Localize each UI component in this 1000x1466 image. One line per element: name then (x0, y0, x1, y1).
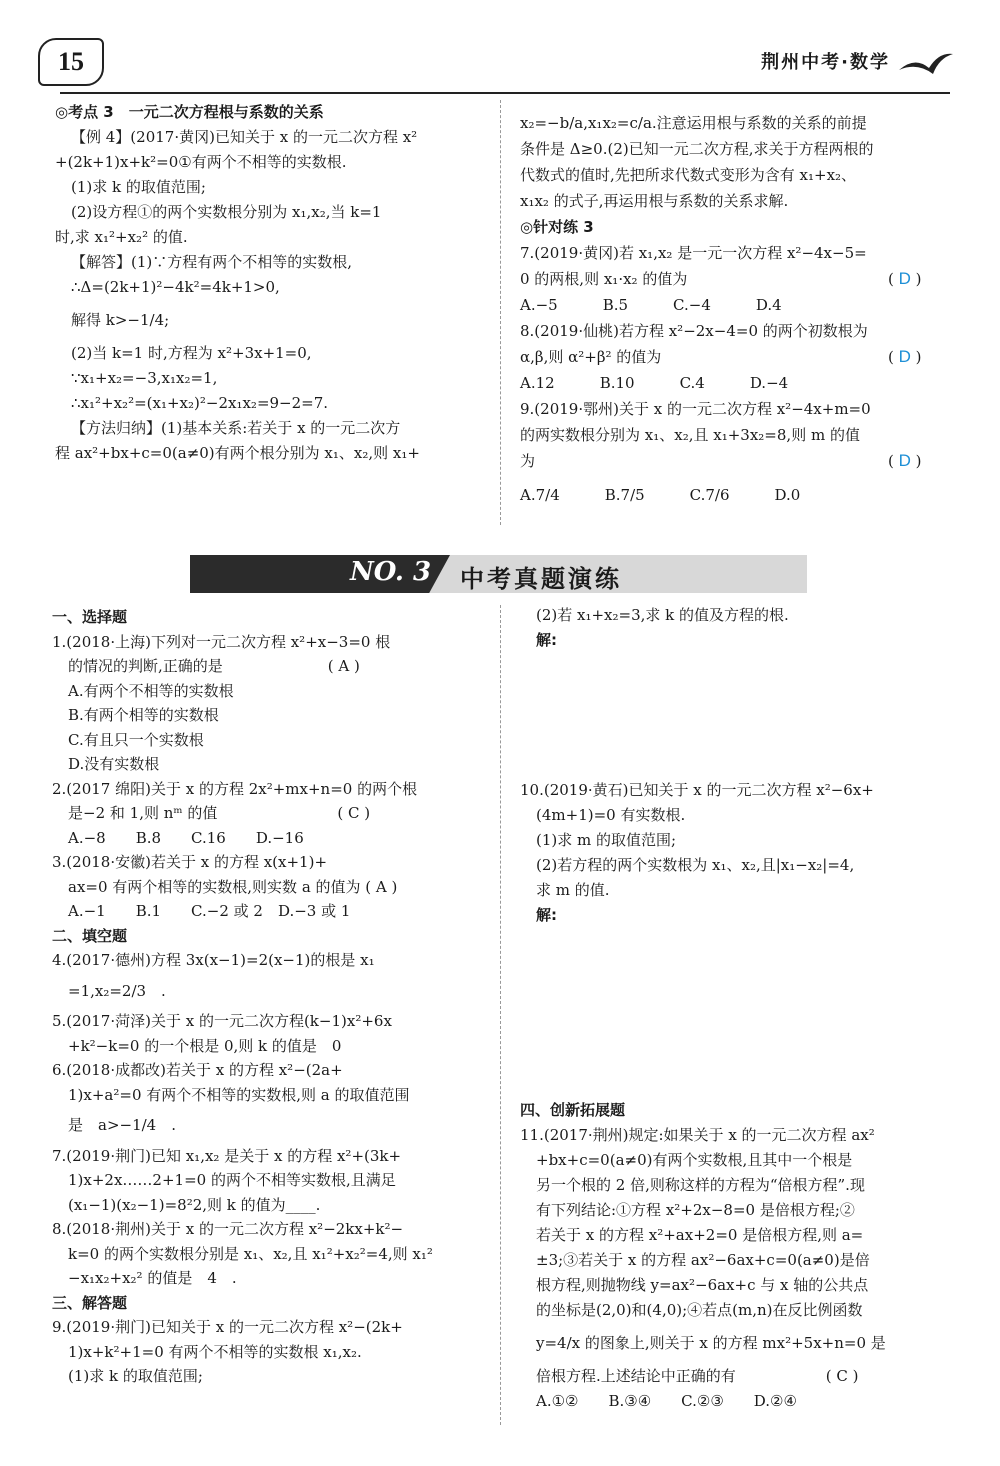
option: C.有且只一个实数根 (68, 730, 204, 749)
text-line: +bx+c=0(a≠0)有两个实数根,且其中一个根是 (536, 1151, 853, 1169)
text-line: 若关于 x 的方程 x²+ax+2=0 是倍根方程,则 a= (536, 1226, 864, 1244)
section-heading: ◎考点 3 一元二次方程根与系数的关系 (55, 103, 324, 121)
text-line: 的两实数根分别为 x₁、x₂,且 x₁+3x₂=8,则 m 的值 (520, 426, 860, 444)
question-9: 9.(2019·荆门)已知关于 x 的一元二次方程 x²−(2k+ (52, 1318, 403, 1336)
question-7: 7.(2019·荆门)已知 x₁,x₂ 是关于 x 的方程 x²+(3k+ (52, 1146, 402, 1165)
text-line: 1)x+a²=0 有两个不相等的实数根,则 a 的取值范围 (68, 1085, 410, 1104)
page-number: 15 (38, 38, 104, 86)
text-line: x₂=−b/a,x₁x₂=c/a.注意运用根与系数的关系的前提 (520, 114, 867, 132)
text-line: 程 ax²+bx+c=0(a≠0)有两个根分别为 x₁、x₂,则 x₁+ (55, 444, 420, 462)
answer-8: D (898, 347, 911, 366)
part-heading: 一、选择题 (52, 608, 128, 626)
text-line: (1)求 k 的取值范围; (71, 178, 206, 196)
text-line: +(2k+1)x+k²=0①有两个不相等的实数根. (55, 153, 347, 171)
text-line: (2)设方程①的两个实数根分别为 x₁,x₂,当 k=1 (71, 203, 382, 221)
text-line: ±3;③若关于 x 的方程 ax²−6ax+c=0(a≠0)是倍 (536, 1251, 870, 1269)
text-line: (1)求 k 的取值范围; (68, 1367, 203, 1385)
text-line: 代数式的值时,先把所求代数式变形为含有 x₁+x₂、 (520, 166, 857, 184)
text-line: y=4/x 的图象上,则关于 x 的方程 mx²+5x+n=0 是 (536, 1334, 886, 1352)
question-6: 6.(2018·成都改)若关于 x 的方程 x²−(2a+ (52, 1061, 343, 1079)
question-9: 9.(2019·鄂州)关于 x 的一元二次方程 x²−4x+m=0 (520, 400, 871, 418)
text-line: (1)求 m 的取值范围; (536, 831, 677, 849)
options-7: A.−5 B.5 C.−4 D.4 (520, 296, 782, 314)
question-4: 4.(2017·德州)方程 3x(x−1)=2(x−1)的根是 x₁ (52, 951, 375, 969)
question-7: 7.(2019·黄冈)若 x₁,x₂ 是一元一次方程 x²−4x−5= (520, 244, 867, 262)
text-line: 0 的两根,则 x₁·x₂ 的值为 ( D ) (520, 269, 922, 288)
question-8: 8.(2019·仙桃)若方程 x²−2x−4=0 的两个初数根为 (520, 322, 868, 340)
text-line: 1)x+k²+1=0 有两个不相等的实数根 x₁,x₂. (68, 1342, 362, 1361)
text-line: ∴Δ=(2k+1)²−4k²=4k+1>0, (71, 278, 280, 296)
text-line: 10.(2019·黄石)已知关于 x 的一元二次方程 x²−6x+ (520, 781, 874, 799)
practice-section (520, 110, 950, 508)
option: A.有两个不相等的实数根 (68, 681, 234, 700)
options: A.−1 B.1 C.−2 或 2 D.−3 或 1 (68, 902, 351, 920)
header-rule (60, 92, 950, 94)
text-line: (4m+1)=0 有实数根. (536, 806, 686, 824)
text-line: 【方法归纳】(1)基本关系:若关于 x 的一元二次方 (71, 419, 401, 437)
solution-label: 解: (536, 631, 557, 649)
text-line: 的情况的判断,正确的是 ( A ) (68, 657, 360, 675)
solution-label: 解: (536, 906, 557, 924)
text-line: 另一个根的 2 倍,则称这样的方程为“倍根方程”.现 (536, 1176, 865, 1194)
question-9-part2 (520, 603, 960, 653)
question-2: 2.(2017 绵阳)关于 x 的方程 2x²+mx+n=0 的两个根 (52, 779, 418, 798)
text-line: 11.(2017·荆州)规定:如果关于 x 的一元二次方程 ax² (520, 1126, 875, 1144)
text-line: k=0 的两个实数根分别是 x₁、x₂,且 x₁²+x₂²=4,则 x₁² (68, 1244, 433, 1263)
text-line: =1,x₂=2/3 . (68, 981, 166, 1000)
answer-9: D (898, 451, 911, 470)
text-line: ∴x₁²+x₂²=(x₁+x₂)²−2x₁x₂=9−2=7. (71, 394, 329, 412)
text-line: 【解答】(1)∵方程有两个不相等的实数根, (71, 253, 353, 271)
text-line: 是−2 和 1,则 nᵐ 的值 ( C ) (68, 804, 371, 822)
part-heading: 四、创新拓展题 (520, 1101, 626, 1119)
text-line: ax=0 有两个相等的实数根,则实数 a 的值为 ( A ) (68, 877, 398, 896)
options-8: A.12 B.10 C.4 D.−4 (520, 374, 789, 392)
question-3: 3.(2018·安徽)若关于 x 的方程 x(x+1)+ (52, 853, 328, 871)
text-line: 条件是 Δ≥0.(2)已知一元二次方程,求关于方程两根的 (520, 140, 874, 158)
column-divider-bottom (500, 605, 501, 1425)
text-line: (2)当 k=1 时,方程为 x²+3x+1=0, (71, 344, 312, 362)
example-section (55, 100, 485, 466)
question-1: 1.(2018·上海)下列对一元二次方程 x²+x−3=0 根 (52, 632, 391, 651)
options: A.−8 B.8 C.16 D.−16 (68, 828, 304, 847)
bird-logo-icon (895, 40, 955, 80)
exam-questions-left (52, 605, 492, 1389)
answer-7: D (898, 269, 911, 288)
text-line: 有下列结论:①方程 x²+2x−8=0 是倍根方程;② (536, 1201, 855, 1219)
question-8: 8.(2018·荆州)关于 x 的一元二次方程 x²−2kx+k²− (52, 1220, 404, 1238)
text-line: 根方程,则抛物线 y=ax²−6ax+c 与 x 轴的公共点 (536, 1276, 869, 1294)
question-11 (520, 1098, 960, 1414)
practice-heading: ◎针对练 3 (520, 218, 594, 236)
part-heading: 二、填空题 (52, 926, 128, 945)
text-line: 解得 k>−1/4; (71, 311, 170, 329)
text-line: −x₁x₂+x₂² 的值是 4 . (68, 1269, 237, 1287)
section-banner (190, 555, 807, 593)
text-line: 时,求 x₁²+x₂² 的值. (55, 228, 188, 246)
text-line: 1)x+2x……2+1=0 的两个不相等实数根,且满足 (68, 1171, 396, 1189)
text-line: ∵x₁+x₂=−3,x₁x₂=1, (71, 369, 218, 387)
question-5: 5.(2017·菏泽)关于 x 的一元二次方程(k−1)x²+6x (52, 1012, 392, 1030)
part-heading: 三、解答题 (52, 1293, 128, 1312)
text-line: 为 ( D ) (520, 451, 922, 470)
text-line: 倍根方程.上述结论中正确的有 ( C ) (536, 1367, 859, 1385)
text-line: x₁x₂ 的式子,再运用根与系数的关系求解. (520, 192, 789, 210)
option: B.有两个相等的实数根 (68, 706, 219, 724)
text-line: (2)若 x₁+x₂=3,求 k 的值及方程的根. (536, 606, 789, 624)
text-line: +k²−k=0 的一个根是 0,则 k 的值是 0 (68, 1036, 357, 1055)
options-9: A.7/4 B.7/5 C.7/6 D.0 (520, 486, 801, 504)
text-line: α,β,则 α²+β² 的值为 ( D ) (520, 347, 922, 366)
text-line: 求 m 的值. (536, 881, 610, 899)
options: A.①② B.③④ C.②③ D.②④ (536, 1392, 797, 1410)
banner-title: 中考真题演练 (460, 565, 622, 593)
question-10 (520, 778, 960, 928)
column-divider-top (500, 100, 501, 525)
option: D.没有实数根 (68, 755, 160, 773)
text-line: 的坐标是(2,0)和(4,0);④若点(m,n)在反比例函数 (536, 1301, 863, 1319)
text-line: 【例 4】(2017·黄冈)已知关于 x 的一元二次方程 x² (71, 128, 418, 146)
text-line: 是 a>−1/4 . (68, 1116, 176, 1134)
text-line: (2)若方程的两个实数根为 x₁、x₂,且|x₁−x₂|=4, (536, 856, 855, 874)
text-line: (x₁−1)(x₂−1)=8²2,则 k 的值为____. (68, 1195, 321, 1214)
book-title: 荆州中考·数学 (761, 52, 890, 73)
banner-number: NO. 3 (350, 557, 432, 587)
